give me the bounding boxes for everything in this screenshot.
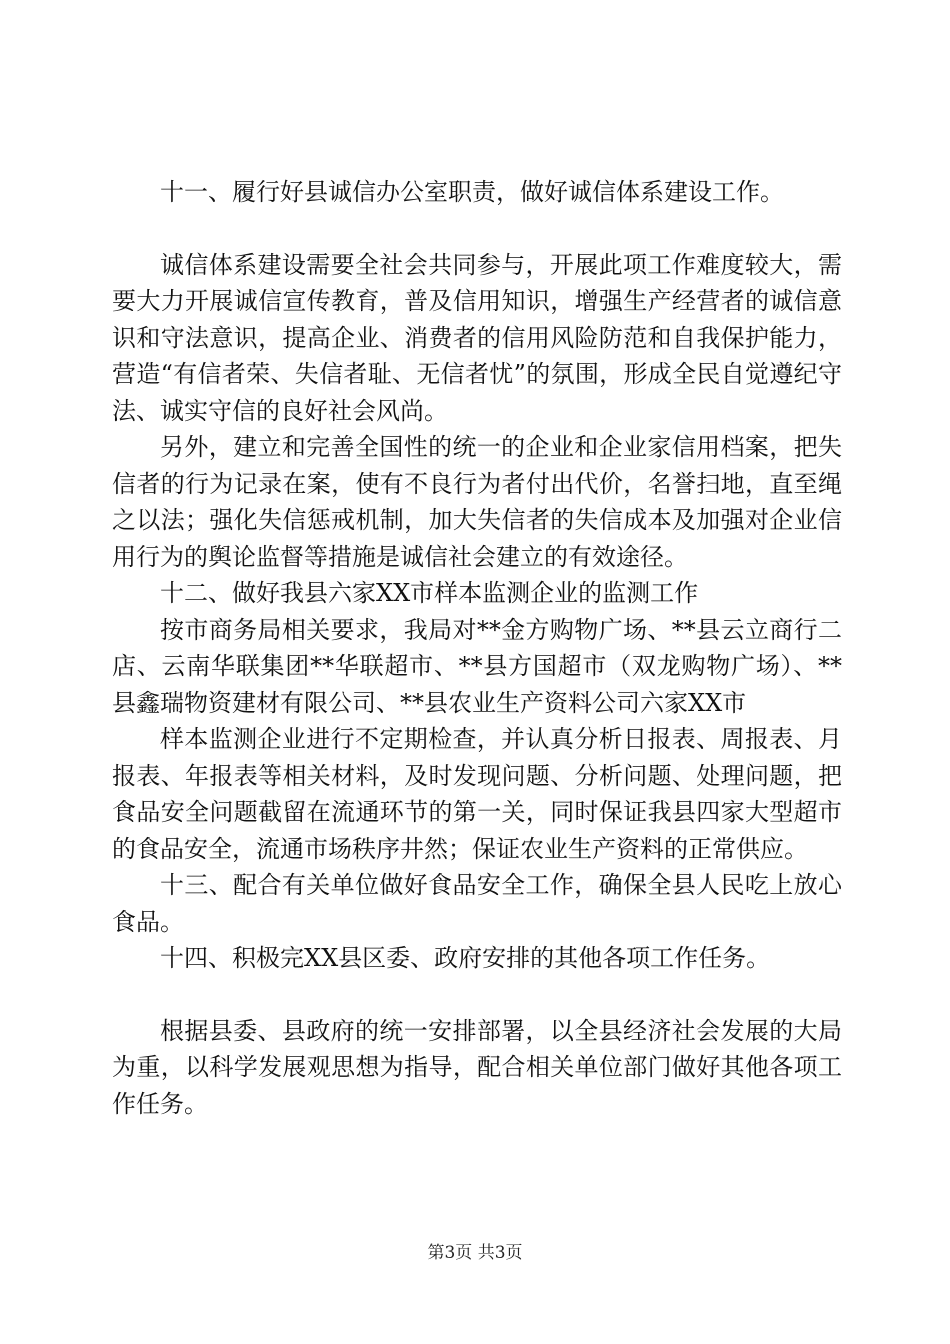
paragraph-credit-records: 另外，建立和完善全国性的统一的企业和企业家信用档案，把失信者的行为记录在案，使有不良行为者付出代价，名誉扫地，直至绳之以法；强化失信惩戒机制，加大失信者的失信成本及加强对企业信用行为的舆论监督等措施是诚信社会建立的有效途径。 bbox=[112, 433, 842, 571]
section-heading-12: 十二、做好我县六家XX市样本监测企业的监测工作 bbox=[160, 579, 699, 607]
paragraph-monitoring-inspection: 样本监测企业进行不定期检查，并认真分析日报表、周报表、月报表、年报表等相关材料，及时发现问题、分析问题、处理问题，把食品安全问题截留在流通环节的第一关，同时保证我县四家大型超市的食品安全，流通市场秩序井然；保证农业生产资料的正常供应。 bbox=[112, 725, 842, 863]
paragraph-credit-system: 诚信体系建设需要全社会共同参与，开展此项工作难度较大，需要大力开展诚信宣传教育，普及信用知识，增强生产经营者的诚信意识和守法意识，提高企业、消费者的信用风险防范和自我保护能力，营造“有信者荣、失信者耻、无信者忧”的氛围，形成全民自觉遵纪守法、诚实守信的良好社会风尚。 bbox=[112, 250, 842, 425]
section-heading-14: 十四、积极完XX县区委、政府安排的其他各项工作任务。 bbox=[160, 944, 771, 972]
document-body bbox=[112, 174, 842, 1122]
page-number-footer: 第3页 共3页 bbox=[427, 1243, 523, 1263]
paragraph-other-tasks: 根据县委、县政府的统一安排部署，以全县经济社会发展的大局为重，以科学发展观思想为指导，配合相关单位部门做好其他各项工作任务。 bbox=[112, 1016, 842, 1118]
section-heading-13: 十三、配合有关单位做好食品安全工作，确保全县人民吃上放心食品。 bbox=[112, 871, 842, 936]
paragraph-monitoring-enterprises: 按市商务局相关要求，我局对**金方购物广场、**县云立商行二店、云南华联集团**华联超市、**县方国超市（双龙购物广场）、**县鑫瑞物资建材有限公司、**县农业生产资料公司六家XX市 bbox=[112, 615, 842, 717]
section-heading-11: 十一、履行好县诚信办公室职责，做好诚信体系建设工作。 bbox=[160, 178, 784, 206]
